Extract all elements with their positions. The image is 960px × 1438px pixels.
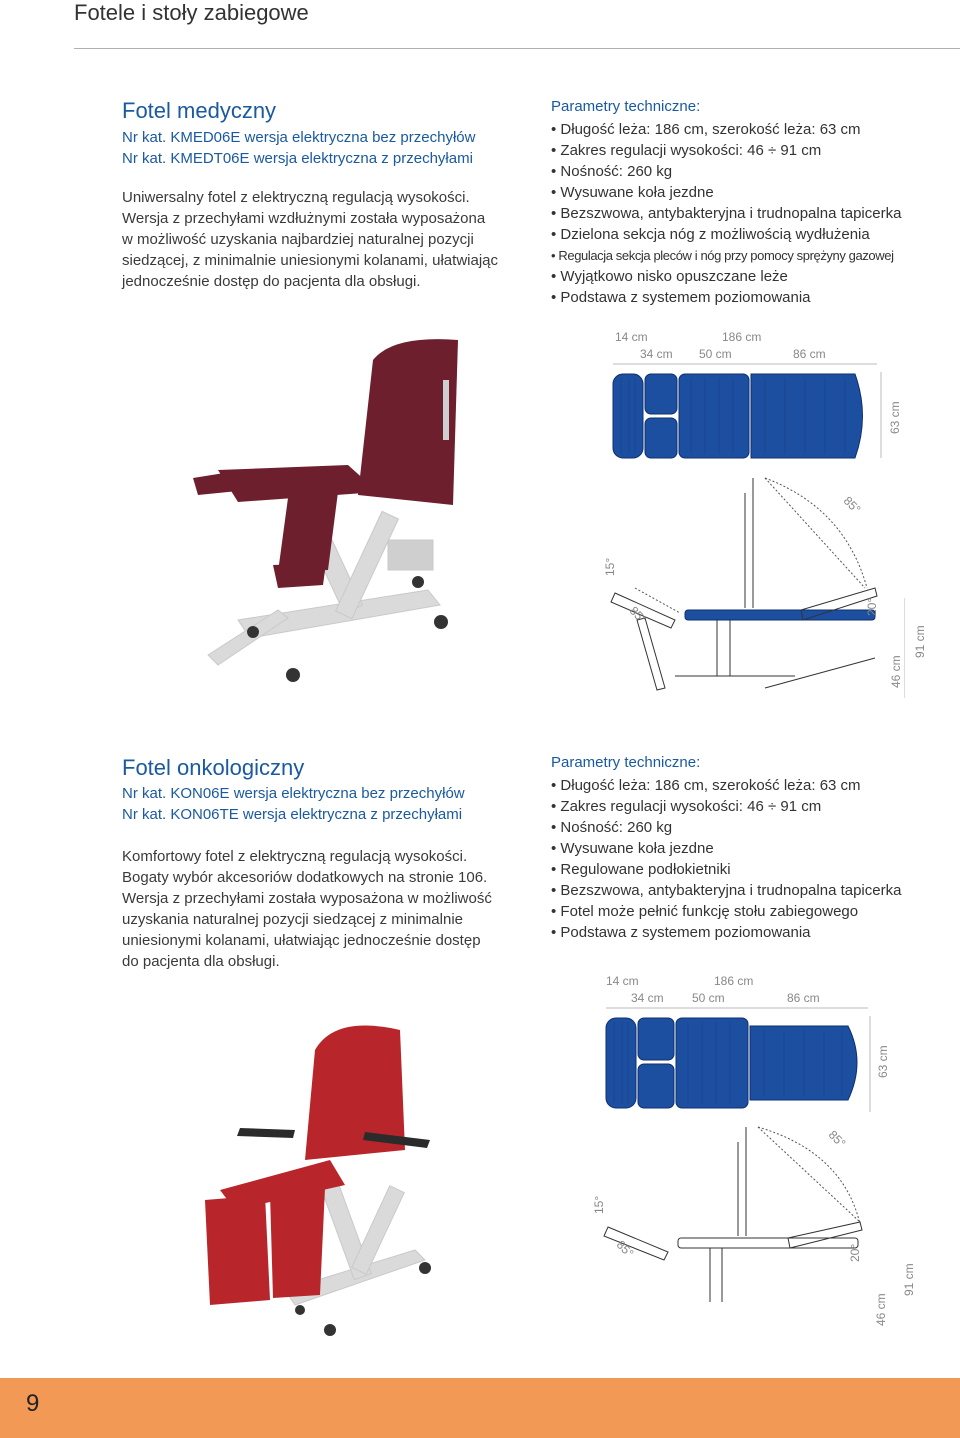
header-divider — [74, 48, 960, 49]
product2-chair-image — [185, 1010, 445, 1340]
dim-14cm: 14 cm — [615, 330, 648, 344]
product1-diagram-drawing — [605, 358, 905, 708]
product2-description — [122, 846, 492, 972]
angle-85-top: 85° — [825, 1127, 849, 1151]
height-46cm: 46 cm — [874, 1293, 888, 1326]
angle-85-bottom: 85° — [613, 1237, 637, 1261]
height-46cm: 46 cm — [889, 655, 903, 688]
param-item: • Bezszwowa, antybakteryjna i trudnopalna tapicerka — [551, 203, 901, 224]
param-item: • Fotel może pełnić funkcję stołu zabiegowego — [551, 901, 901, 922]
height-91cm: 91 cm — [913, 625, 927, 658]
product2-desc-line: Komfortowy fotel z elektryczną regulacją wysokości. — [122, 848, 468, 865]
dim-86cm: 86 cm — [793, 347, 826, 361]
product2-desc-line: do pacjenta dla obsługi. — [122, 953, 280, 970]
product1-code-1: Nr kat. KMED06E wersja elektryczna bez przechyłów — [122, 129, 476, 146]
dim-186cm: 186 cm — [722, 330, 762, 344]
param-item: • Dzielona sekcja nóg z możliwością wydłużenia — [551, 224, 901, 245]
page-number: 9 — [26, 1390, 40, 1417]
dim-50cm: 50 cm — [699, 347, 732, 361]
product1-desc-line: Uniwersalny fotel z elektryczną regulacją wysokości. — [122, 189, 470, 206]
product2-desc-line: Bogaty wybór akcesoriów dodatkowych na stronie 106. — [122, 869, 488, 886]
param-item: • Zakres regulacji wysokości: 46 ÷ 91 cm — [551, 140, 901, 161]
product2-desc-line: uniesionymi kolanami, ułatwiając jednocześnie dostęp — [122, 932, 481, 949]
param-item: • Długość leża: 186 cm, szerokość leża: 63 cm — [551, 775, 901, 796]
product2-params-list — [551, 775, 901, 943]
dim-186cm: 186 cm — [714, 974, 754, 988]
page-footer-bar — [0, 1378, 960, 1438]
param-item: • Nośność: 260 kg — [551, 817, 901, 838]
dim-63cm: 63 cm — [876, 1045, 890, 1078]
dim-63cm: 63 cm — [888, 401, 902, 434]
height-91cm: 91 cm — [902, 1263, 916, 1296]
angle-85-top: 85° — [840, 493, 864, 517]
product1-params-list — [551, 119, 901, 308]
param-item: • Wyjątkowo nisko opuszczane leże — [551, 266, 901, 287]
angle-15: 15° — [603, 557, 617, 576]
angle-20: 20° — [848, 1243, 862, 1262]
param-item: • Długość leża: 186 cm, szerokość leża: 63 cm — [551, 119, 901, 140]
param-item: • Wysuwane koła jezdne — [551, 838, 901, 859]
product2-code-1: Nr kat. KON06E wersja elektryczna bez przechyłów — [122, 785, 465, 802]
product1-desc-line: w możliwość uzyskania najbardziej naturalnej pozycji — [122, 231, 474, 248]
product1-code-2: Nr kat. KMEDT06E wersja elektryczna z przechyłami — [122, 150, 473, 167]
param-item: • Wysuwane koła jezdne — [551, 182, 901, 203]
param-item: • Bezszwowa, antybakteryjna i trudnopalna tapicerka — [551, 880, 901, 901]
angle-20: 20° — [865, 597, 879, 616]
dim-86cm: 86 cm — [787, 991, 820, 1005]
dim-14cm: 14 cm — [606, 974, 639, 988]
product2-desc-line: Wersja z przechyłami została wyposażona w możliwość — [122, 890, 492, 907]
product1-desc-line: Wersja z przechyłami wzdłużnymi została wyposażona — [122, 210, 486, 227]
backrest-handle — [443, 380, 449, 440]
param-item: • Regulowane podłokietniki — [551, 859, 901, 880]
dim-34cm: 34 cm — [631, 991, 664, 1005]
param-item: • Podstawa z systemem poziomowania — [551, 287, 901, 308]
param-item: • Regulacja sekcja pleców i nóg przy pomocy sprężyny gazowej — [551, 245, 901, 266]
product2-title: Fotel onkologiczny — [122, 755, 305, 780]
dim-50cm: 50 cm — [692, 991, 725, 1005]
product2-diagram-drawing — [598, 1002, 898, 1352]
product1-description — [122, 187, 498, 292]
param-item: • Zakres regulacji wysokości: 46 ÷ 91 cm — [551, 796, 901, 817]
param-item: • Nośność: 260 kg — [551, 161, 901, 182]
angle-15: 15° — [592, 1195, 606, 1214]
product2-params-heading: Parametry techniczne: — [551, 754, 701, 771]
angle-85-bottom: 85° — [626, 603, 650, 627]
product1-desc-line: jednocześnie dostęp do pacjenta dla obsługi. — [122, 273, 421, 290]
product2-desc-line: uzyskania naturalnej pozycji siedzącej z minimalnie — [122, 911, 463, 928]
product1-dimension-diagram — [603, 328, 927, 708]
product2-dimension-diagram — [592, 972, 916, 1352]
dim-34cm: 34 cm — [640, 347, 673, 361]
page-header-title: Fotele i stoły zabiegowe — [74, 0, 309, 25]
product1-desc-line: siedzącej, z minimalnie uniesionymi kolanami, ułatwiając — [122, 252, 498, 269]
product2-code-2: Nr kat. KON06TE wersja elektryczna z przechyłami — [122, 806, 463, 823]
product1-params-heading: Parametry techniczne: — [551, 98, 701, 115]
product1-title: Fotel medyczny — [122, 98, 277, 123]
product1-chair-image — [178, 320, 478, 700]
param-item: • Podstawa z systemem poziomowania — [551, 922, 901, 943]
